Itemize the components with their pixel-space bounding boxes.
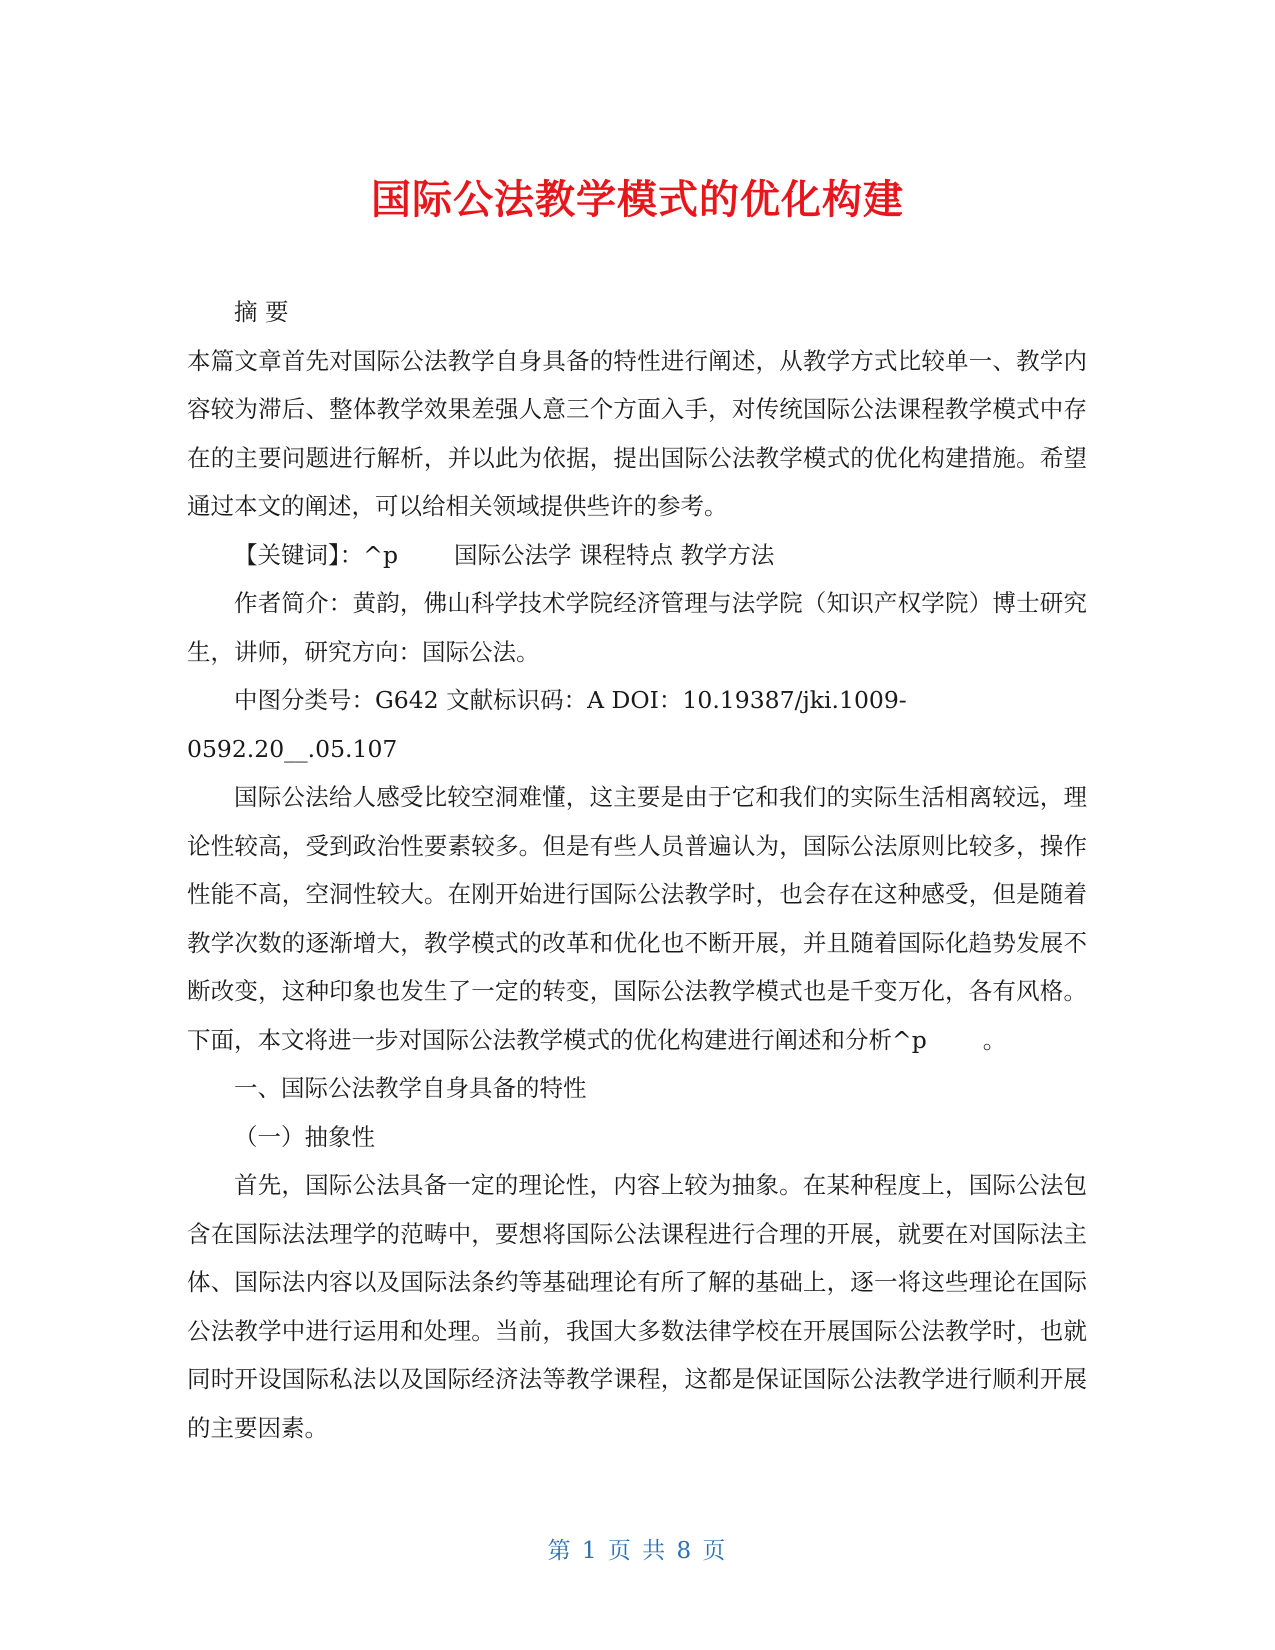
document-body — [187, 288, 1087, 1452]
page-number-footer: 第 1 页 共 8 页 — [547, 1538, 728, 1564]
document-title: 国际公法教学模式的优化构建 — [371, 177, 904, 223]
abstract-text: 本篇文章首先对国际公法教学自身具备的特性进行阐述，从教学方式比较单一、教学内容较为滞后、整体教学效果差强人意三个方面入手，对传统国际公法课程教学模式中存在的主要问题进行解析，并以此为依据，提出国际公法教学模式的优化构建措施。希望通过本文的阐述，可以给相关领域提供些许的参考。 — [187, 346, 1087, 520]
keywords-line — [187, 531, 1087, 580]
subsection-1-heading: （一）抽象性 — [234, 1122, 375, 1151]
keywords-text: 国际公法学 课程特点 教学方法 — [453, 540, 775, 569]
abstract-heading: 摘 要 — [234, 298, 289, 326]
section-1-heading: 一、国际公法教学自身具备的特性 — [234, 1074, 587, 1102]
subsection-1-text: 首先，国际公法具备一定的理论性，内容上较为抽象。在某种程度上，国际公法包含在国际法法理学的范畴中，要想将国际公法课程进行合理的开展，就要在对国际法主体、国际法内容以及国际法条约等基础理论有所了解的基础上，逐一将这些理论在国际公法教学中进行运用和处理。当前，我国大多数法律学校在开展国际公法教学时，也就同时开设国际私法以及国际经济法等教学课程，这都是保证国际公法教学进行顺利开展的主要因素。 — [187, 1171, 1087, 1442]
intro-paragraph-end: 。 — [982, 1025, 1007, 1054]
author-intro: 作者简介：黄韵，佛山科学技术学院经济管理与法学院（知识产权学院）博士研究生，讲师，研究方向：国际公法。 — [187, 589, 1087, 666]
classification-line-1: 中图分类号：G642 文献标识码：A DOI：10.19387/jki.1009- — [234, 686, 907, 714]
keywords-label: 【关键词】：^p — [234, 540, 398, 569]
intro-paragraph — [187, 773, 1087, 1064]
classification-line-2: 0592.20__.05.107 — [187, 734, 398, 763]
intro-paragraph-main: 国际公法给人感受比较空洞难懂，这主要是由于它和我们的实际生活相离较远，理论性较高，受到政治性要素较多。但是有些人员普遍认为，国际公法原则比较多，操作性能不高，空洞性较大。在刚开始进行国际公法教学时，也会存在这种感受，但是随着教学次数的逐渐增大，教学模式的改革和优化也不断开展，并且随着国际化趋势发展不断改变，这种印象也发生了一定的转变，国际公法教学模式也是千变万化，各有风格。下面，本文将进一步对国际公法教学模式的优化构建进行阐述和分析^p — [187, 783, 1087, 1054]
